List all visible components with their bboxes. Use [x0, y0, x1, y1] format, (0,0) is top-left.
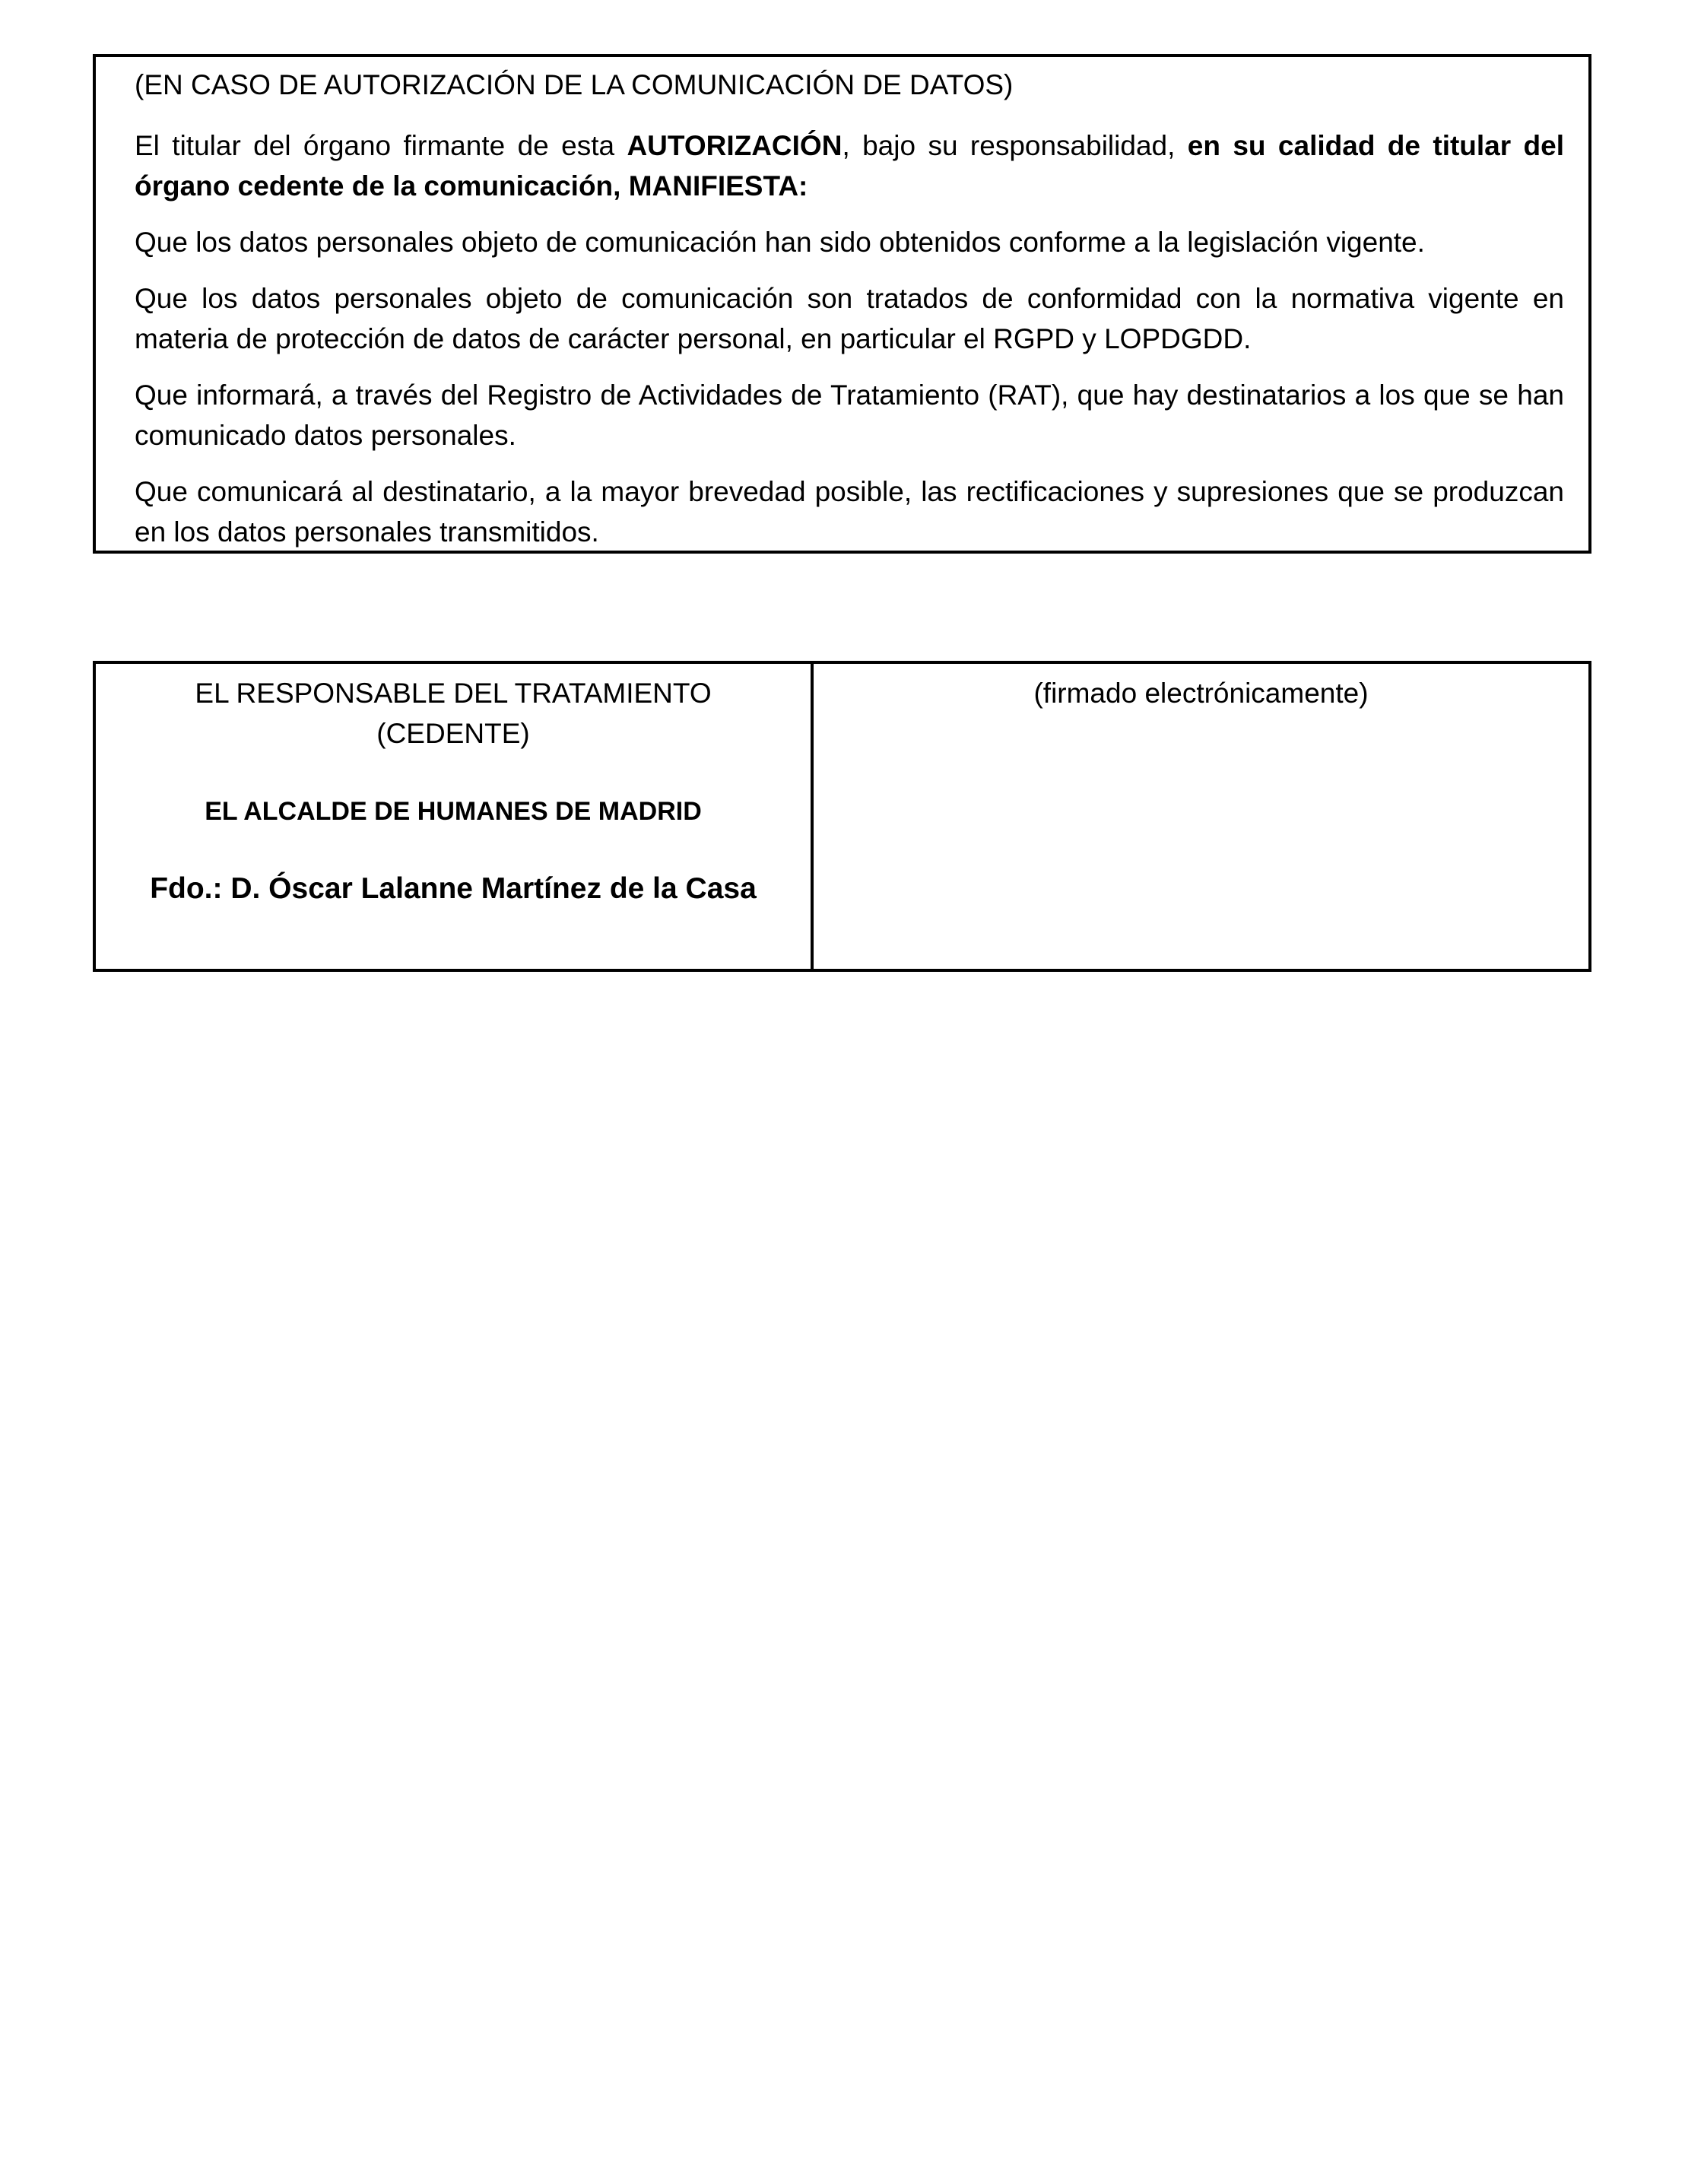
signer-name: Fdo.: D. Óscar Lalanne Martínez de la Casa [150, 872, 757, 905]
office-title: EL ALCALDE DE HUMANES DE MADRID [205, 797, 702, 826]
intro-text-segment-3: , bajo su responsabilidad, [842, 130, 1188, 161]
statement-rgpd-compliance: Que los datos personales objeto de comunicación son tratados de conformidad con la normativa vigente en materia de protección de datos de carácter personal, en particular el RGPD y LOPDGDD. [135, 283, 1564, 354]
intro-text-segment-1: El titular del órgano firmante de esta [135, 130, 627, 161]
signature-table [93, 661, 1591, 972]
authorization-manifest-box [93, 54, 1591, 554]
responsible-role-line2: (CEDENTE) [376, 718, 530, 749]
intro-paragraph [135, 125, 1564, 206]
statement-rat-information: Que informará, a través del Registro de Actividades de Tratamiento (RAT), que hay destinatarios a los que se han comunicado datos personales. [135, 379, 1564, 451]
responsible-role-line1: EL RESPONSABLE DEL TRATAMIENTO [195, 678, 712, 709]
electronic-signature-note: (firmado electrónicamente) [1033, 678, 1369, 709]
signature-cell-electronic [814, 664, 1588, 969]
signature-cell-cedente [96, 664, 814, 969]
statement-communicate-changes: Que comunicará al destinatario, a la mayor brevedad posible, las rectificaciones y supresiones que se produzcan en los datos personales transmitidos. [135, 476, 1564, 548]
statement-obtained-lawfully: Que los datos personales objeto de comunicación han sido obtenidos conforme a la legislación vigente. [135, 227, 1425, 258]
intro-authorization-bold: AUTORIZACIÓN [627, 130, 842, 161]
authorization-box-heading: (EN CASO DE AUTORIZACIÓN DE LA COMUNICACIÓN DE DATOS) [135, 69, 1014, 100]
intro-manifiesta-bold: en su calidad de titular del órgano cedente de la comunicación, MANIFIESTA: [135, 130, 1565, 202]
